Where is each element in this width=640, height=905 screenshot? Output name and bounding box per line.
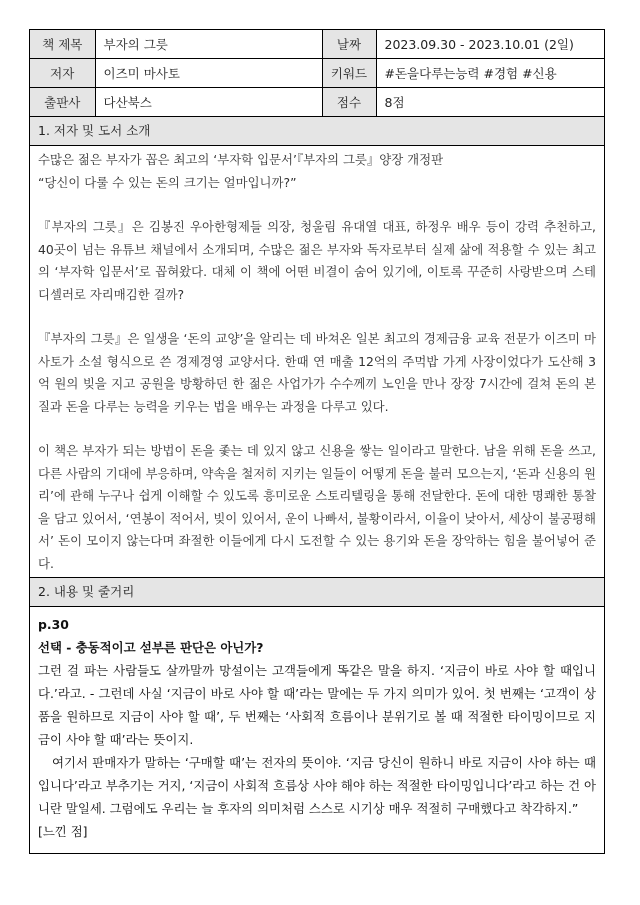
date-label: 날짜 bbox=[322, 30, 376, 59]
quote-paragraph: 여기서 판매자가 말하는 ‘구매할 때’는 전자의 뜻이야. ‘지금 당신이 원하니 바로 지금이 사야 하는 때입니다’라고 부추기는 거지, ‘지금이 사회적 흐름상 사야 해야 하는 적절한 타이밍입니다’라고 하는 건 아니란 말일세. 그럼에도 우리는 늘 후자의 의미처럼 스스로 시기상 매우 적절히 구매했다고 착각하지.” bbox=[38, 755, 596, 816]
score-value: 8점 bbox=[376, 88, 604, 117]
intro-line: 수많은 젊은 부자가 꼽은 최고의 ‘부자학 입문서’『부자의 그릇』양장 개정판 bbox=[38, 152, 444, 167]
section-heading-intro: 1. 저자 및 도서 소개 bbox=[30, 117, 604, 146]
intro-paragraph: 『부자의 그릇』은 일생을 ‘돈의 교양’을 알리는 데 바쳐온 일본 최고의 경제금융 교육 전문가 이즈미 마사토가 소설 형식으로 쓴 경제경영 교양서다. 한때 연 매출 12억의 주먹밥 가게 사장이었다가 도산해 3억 원의 빚을 지고 공원을 방황하던 한 젊은 사업가가 수수께끼 노인을 만나 장장 7시간에 걸쳐 돈의 본질과 돈을 다루는 능력을 키우는 법을 배우는 과정을 다루고 있다. bbox=[38, 331, 596, 414]
score-label: 점수 bbox=[322, 88, 376, 117]
section-heading-content: 2. 내용 및 줄거리 bbox=[30, 577, 604, 607]
publisher-name: 다산북스 bbox=[95, 88, 322, 117]
book-info-table bbox=[30, 30, 604, 117]
book-title: 부자의 그릇 bbox=[95, 30, 322, 59]
intro-paragraph: 이 책은 부자가 되는 방법이 돈을 좇는 데 있지 않고 신용을 쌓는 일이라고 말한다. 남을 위해 돈을 쓰고, 다른 사람의 기대에 부응하며, 약속을 철저히 지키는 일들이 어떻게 돈을 불러 모으는지, ‘돈과 신용의 원리’에 관해 누구나 쉽게 이해할 수 있도록 흥미로운 스토리텔링을 통해 전달한다. 돈에 대한 명쾌한 통찰을 담고 있어서, ‘연봉이 적어서, 빚이 있어서, 운이 나빠서, 불황이라서, 이율이 낮아서, 세상이 불공평해서’ 돈이 모이지 않는다며 좌절한 이들에게 다시 도전할 수 있는 용기와 돈을 장악하는 힘을 불어넣어 준다. bbox=[38, 443, 596, 571]
page-reference: p.30 bbox=[38, 617, 69, 632]
publisher-label: 출판사 bbox=[30, 88, 95, 117]
content-section-body bbox=[30, 607, 604, 853]
reading-date: 2023.09.30 - 2023.10.01 (2일) bbox=[376, 30, 604, 59]
intro-question: “당신이 다룰 수 있는 돈의 크기는 얼마입니까?” bbox=[38, 174, 297, 190]
author-label: 저자 bbox=[30, 59, 95, 88]
title-label: 책 제목 bbox=[30, 30, 95, 59]
keywords: #돈을다루는능력 #경험 #신용 bbox=[376, 59, 604, 88]
author-name: 이즈미 마사토 bbox=[95, 59, 322, 88]
feeling-label: [느낀 점] bbox=[38, 824, 88, 839]
intro-section-body bbox=[30, 146, 604, 577]
keyword-label: 키워드 bbox=[322, 59, 376, 88]
quote-paragraph: 그런 걸 파는 사람들도 살까말까 망설이는 고객들에게 똑같은 말을 하지. ‘지금이 바로 사야 할 때입니다.’라고. - 그런데 사실 ‘지금이 바로 사야 할 때’라는 말에는 두 가지 의미가 있어. 첫 번째는 ‘고객이 상품을 원하므로 지금이 사야 할 때’, 두 번째는 ‘사회적 흐름이나 분위기로 볼 때 적절한 타이밍이므로 지금이 사야 할 때’라는 뜻이지. bbox=[38, 663, 596, 747]
book-report-sheet bbox=[29, 29, 605, 854]
intro-paragraph: 『부자의 그릇』은 김봉진 우아한형제들 의장, 청울림 유대열 대표, 하정우 배우 등이 강력 추천하고, 40곳이 넘는 유튜브 채널에서 소개되며, 수많은 젊은 부자와 독자로부터 실제 삶에 적용할 수 있는 최고의 ‘부자학 입문서’로 꼽혀왔다. 대체 이 책에 어떤 비결이 숨어 있기에, 이토록 꾸준히 사랑받으며 스테디셀러로 자리매김한 걸까? bbox=[38, 219, 596, 302]
quote-subtitle: 선택 - 충동적이고 섣부른 판단은 아닌가? bbox=[38, 640, 264, 655]
